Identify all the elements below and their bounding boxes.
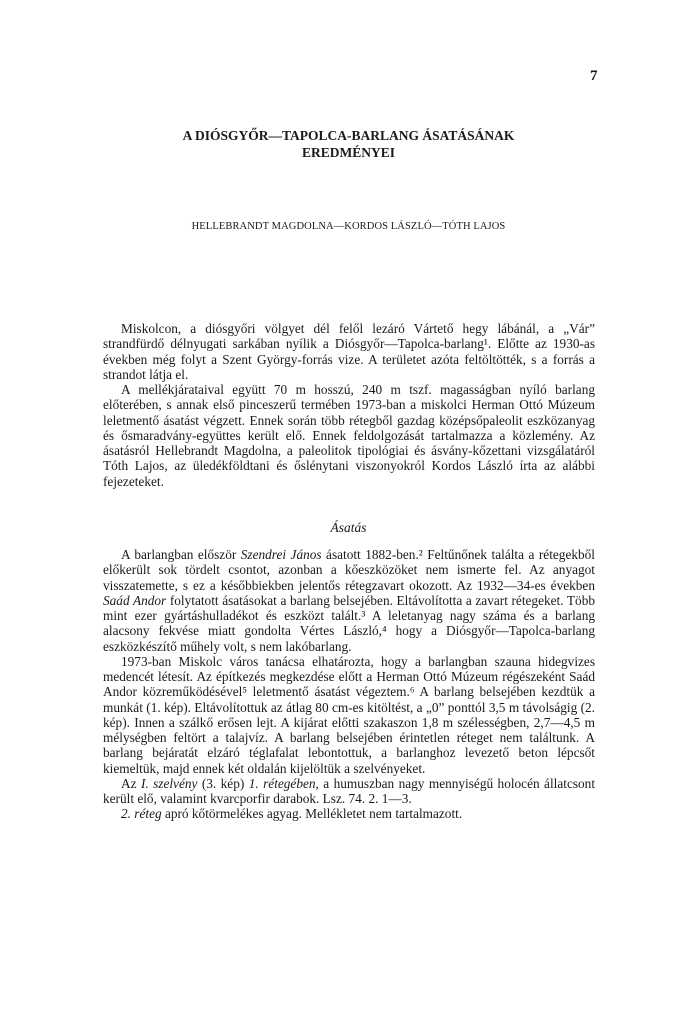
person-name: Saád Andor bbox=[103, 592, 167, 608]
section-text bbox=[103, 547, 595, 822]
layer-label: 2. réteg bbox=[121, 806, 162, 822]
section-paragraph-2: 1973-ban Miskolc város tanácsa elhatározta, hogy a barlangban szauna hidegvizes medencét létesít. Az építkezés megkezdése előtt a Herman Ottó Múzeum régészeként Saád Andor közreműködésével⁵ leletmentő ásatást végeztem.⁶ A barlang belsejében kezdtük a munkát (1. kép). Eltávolítottuk az átlag 80 cm-es kitöltést, a „0” ponttól 3,5 m távolságig (2. kép). Innen a szálkő erősen lejt. A kijárat előtti szakaszon 1,8 m szélességben, 2,7—4,5 m mélységben feltört a talajvíz. A barlang belsejében érintetlen réteget nem találtunk. A barlang bejáratát elzáró téglafalat lebontottuk, a barlanghoz levezető beton lépcsőt kiemeltük, majd ennek két oldalán kijelöltük a szelvényeket. bbox=[103, 653, 595, 776]
title-line-1: A DIÓSGYŐR—TAPOLCA-BARLANG ÁSATÁSÁNAK bbox=[182, 128, 515, 143]
section-paragraph-3: Az I. szelvény (3. kép) 1. rétegében, a humuszban nagy mennyiségű holocén állatcsont került elő, valamint kvarcporfir darabok. Lsz. 74. 2. 1—3. bbox=[103, 775, 596, 806]
section-heading: Ásatás bbox=[330, 520, 367, 535]
person-name: Szendrei János bbox=[240, 547, 322, 562]
intro-text bbox=[103, 321, 595, 489]
title-line-2: EREDMÉNYEI bbox=[301, 145, 395, 160]
section-paragraph-4: 2. réteg apró kőtörmelékes agyag. Mellékletet nem tartalmazott. bbox=[121, 806, 463, 822]
layer-label: 1. rétegében bbox=[248, 775, 316, 791]
section-label: I. szelvény bbox=[140, 775, 198, 791]
page-number: 7 bbox=[590, 68, 598, 84]
intro-paragraph-2: A mellékjárataival együtt 70 m hosszú, 240 m tszf. magasságban nyíló barlang előterében, s annak első pinceszerű termében 1973-ban a miskolci Herman Ottó Múzeum leletmentő ásatást végzett. Ennek során több rétegből gazdag középsőpaleolit eszközanyag és ősmaradvány-együttes került elő. Ennek feldolgozását tartalmazza a közlemény. Az ásatásról Hellebrandt Magdolna, a paleolitok tipológiai és ásvány-kőzettani vizsgálatáról Tóth Lajos, az üledékföldtani és őslénytani viszonyokról Kordos László írta az alábbi fejezeteket. bbox=[103, 382, 595, 489]
intro-paragraph-1: Miskolcon, a diósgyőri völgyet dél felől lezáró Vártető hegy lábánál, a „Vár” strandfürdő délnyugati sarkában nyílik a Diósgyőr—Tapolca-barlang¹. Előtte az 1930-as években még folyt a Szent György-forrás vize. A területet azóta feltöltötték, s a forrás a strandot látja el. bbox=[103, 321, 595, 382]
article-title bbox=[100, 127, 597, 161]
author-list: HELLEBRANDT MAGDOLNA—KORDOS LÁSZLÓ—TÓTH LAJOS bbox=[191, 221, 506, 232]
section-paragraph-1: A barlangban először Szendrei János ásatott 1882-ben.² Feltűnőnek találta a rétegekből előkerült sok tördelt csontot, azonban a kőeszközöket nem ismerte fel. Az anyagot visszatemette, s ez a későbbiekben jelentős rétegzavart okozott. Az 1932—34-es években Saád Andor folytatott ásatásokat a barlang belsejében. Eltávolította a zavart rétegeket. Több mint ezer gyártáshulladékot és eszközt talált.³ A leletanyag nagy száma és a barlang alacsony fekvése miatt gondolta Vértes László,⁴ hogy a Diósgyőr—Tapolca-barlang eszközkészítő műhely volt, s nem lakóbarlang. bbox=[103, 547, 595, 654]
